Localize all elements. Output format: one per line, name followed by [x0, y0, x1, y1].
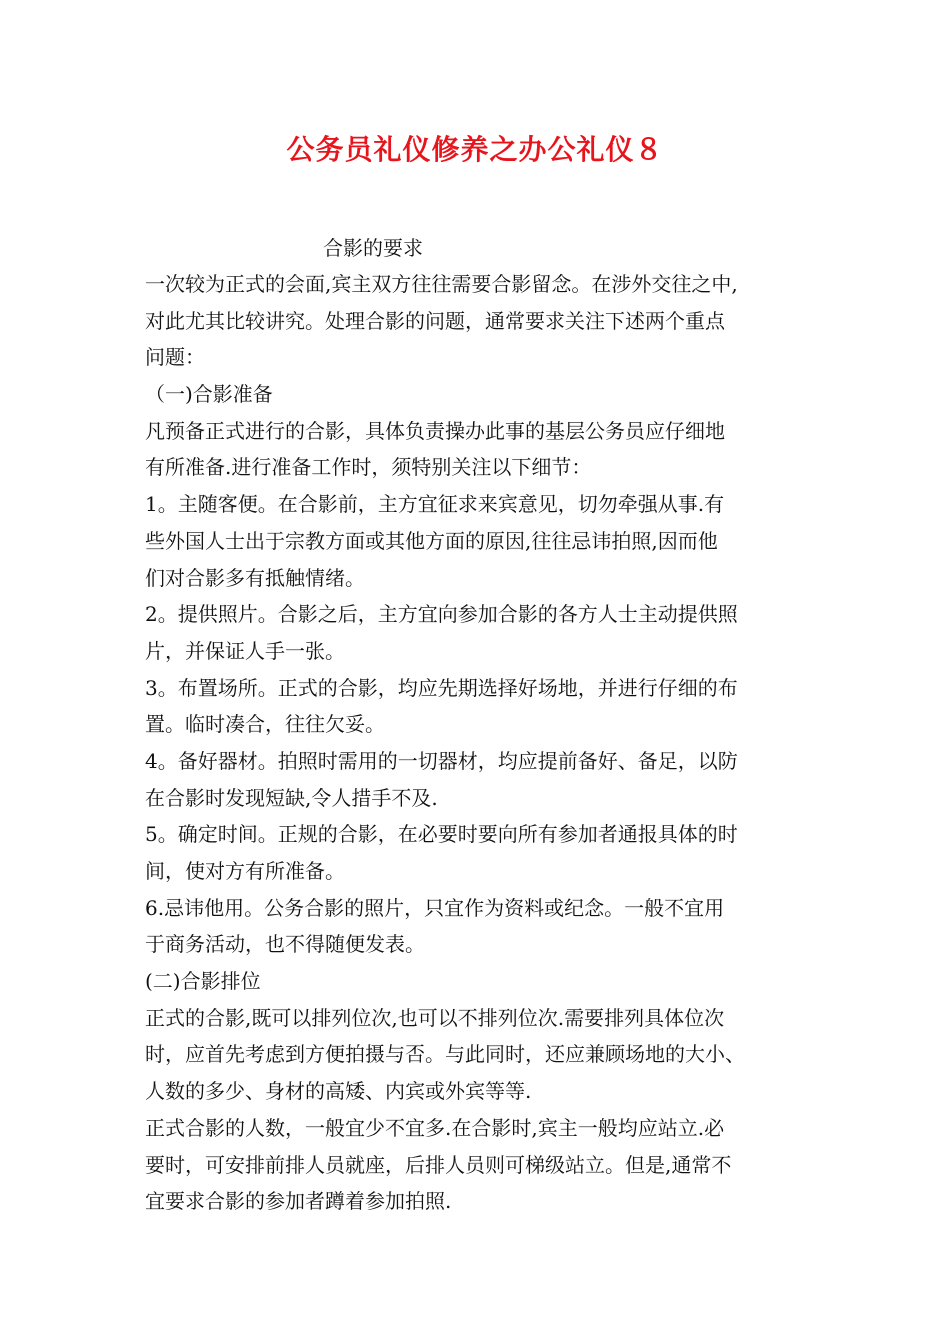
body-text-line: 4。备好器材。拍照时需用的一切器材，均应提前备好、备足，以防 [145, 748, 738, 773]
body-text-line: （一)合影准备 [145, 382, 273, 407]
body-text-line: 些外国人士出于宗教方面或其他方面的原因,往往忌讳拍照,因而他 [145, 528, 718, 553]
body-text-line: 对此尤其比较讲究。处理合影的问题，通常要求关注下述两个重点 [145, 308, 725, 333]
body-text-line: 片，并保证人手一张。 [145, 638, 345, 663]
body-text-line: 5。确定时间。正规的合影，在必要时要向所有参加者通报具体的时 [145, 822, 738, 847]
body-text-line: 人数的多少、身材的高矮、内宾或外宾等等. [145, 1079, 532, 1104]
body-text-line: 间，使对方有所准备。 [145, 859, 345, 883]
body-text-line: 2。提供照片。合影之后，主方宜向参加合影的各方人士主动提供照 [145, 602, 738, 627]
body-text-line: 们对合影多有抵触情绪。 [145, 565, 365, 590]
body-text-line: 正式合影的人数，一般宜少不宜多.在合影时,宾主一般均应站立.必 [145, 1115, 725, 1140]
body-text-line: 问题： [145, 345, 205, 370]
body-text-line: 置。临时凑合，往往欠妥。 [145, 712, 385, 737]
body-text-line: 在合影时发现短缺,令人措手不及. [145, 785, 438, 810]
body-text-line: 3。布置场所。正式的合影，均应先期选择好场地，并进行仔细的布 [145, 675, 738, 700]
body-text-line: 一次较为正式的会面,宾主双方往往需要合影留念。在涉外交往之中, [145, 272, 738, 296]
body-text-line: 于商务活动，也不得随便发表。 [145, 932, 425, 957]
body-text-line: 时，应首先考虑到方便拍摄与否。与此同时，还应兼顾场地的大小、 [145, 1042, 745, 1067]
body-text-line: (二)合影排位 [145, 969, 261, 994]
body-text-line: 要时，可安排前排人员就座，后排人员则可梯级站立。但是,通常不 [145, 1152, 732, 1177]
body-text-line: 1。主随客便。在合影前，主方宜征求来宾意见，切勿牵强从事.有 [145, 492, 725, 517]
body-text-line: 有所准备.进行准备工作时，须特别关注以下细节： [145, 455, 592, 480]
section-heading: 合影的要求 [323, 236, 423, 260]
body-text-line: 凡预备正式进行的合影，具体负责操办此事的基层公务员应仔细地 [145, 418, 725, 443]
document-title: 公务员礼仪修养之办公礼仪８ [286, 133, 664, 166]
body-text-line: 宜要求合影的参加者蹲着参加拍照. [145, 1189, 452, 1214]
document-body [145, 266, 815, 1220]
body-text-line: 6.忌讳他用。公务合影的照片，只宜作为资料或纪念。一般不宜用 [145, 895, 725, 920]
body-text-line: 正式的合影,既可以排列位次,也可以不排列位次.需要排列具体位次 [145, 1005, 725, 1030]
